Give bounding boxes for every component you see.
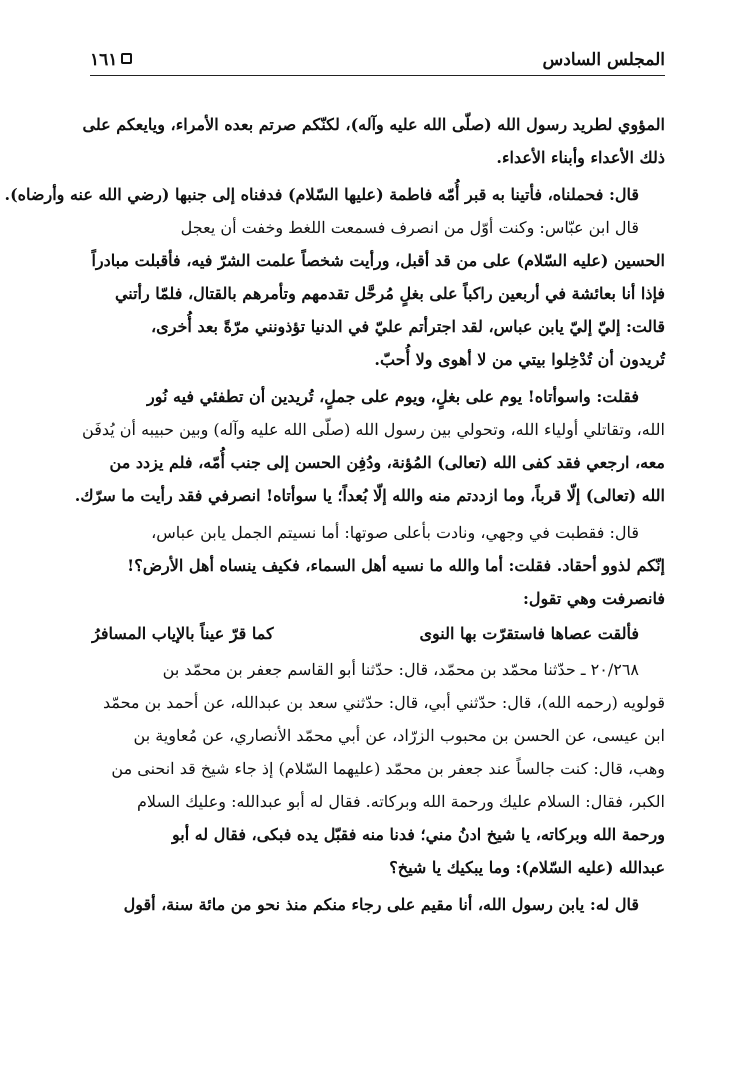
text-line: ورحمة الله وبركاته، يا شيخ ادنُ مني؛ فدنا منه فقبّل يده فبكى، فقال له أبو [171,825,665,844]
hadith-line: ٢٠/٢٦٨ ـ حدّثنا محمّد بن محمّد، قال: حدّثنا أبو القاسم جعفر بن محمّد بن [162,660,639,679]
text-line: قال: فقطبت في وجهي، ونادت بأعلى صوتها: أما نسيتم الجمل يابن عباس، [151,523,639,542]
text-line: إنّكم لذوو أحقاد. فقلت: أما والله ما نسيه أهل السماء، فكيف ينساه أهل الأرض؟! [127,556,665,575]
page-body [4,108,665,921]
text-line: تُريدون أن تُدْخِلوا بيتي من لا أهوى ولا أُحبّ. [374,350,665,369]
page-number-group [90,50,132,70]
text-line: فقلت: واسوأتاه! يوم على بغلٍ، ويوم على جملٍ، تُريدين أن تطفئي فيه نُور [146,387,639,406]
text-line: الكبر، فقال: السلام عليك ورحمة الله وبركاته. فقال له أبو عبدالله: وعليك السلام [137,792,665,811]
text-line: الله، وتقاتلي أولياء الله، وتحولي بين رسول الله (صلّى الله عليه وآله) وبين حبيبه أن يُدفَن [82,420,665,439]
text-line: الحسين (عليه السّلام) على من قد أقبل، ورأيت شخصاً علمت الشرّ فيه، فأقبلت مبادراً [91,251,665,270]
verse-first-hemistich: فألقت عصاها فاستقرّت بها النوى [419,624,639,643]
square-ornament-icon [121,53,132,64]
text-line: ذلك الأعداء وأبناء الأعداء. [496,148,665,167]
text-line: معه، ارجعي فقد كفى الله (تعالى) المُؤنة، ودُفِن الحسن إلى جنب أُمّه، فلم يزدد من [109,453,665,472]
text-line: الله (تعالى) إلّا قرباً، وما ازددتم منه والله إلّا بُعداً؛ يا سوأتاه! انصرفي فقد رأيت ما سرّك. [74,486,665,505]
text-line: قال ابن عبّاس: وكنت أوّل من انصرف فسمعت اللغط وخفت أن يعجل [180,218,639,237]
text-line: قال: فحملناه، فأتينا به قبر أُمّه فاطمة (عليها السّلام) فدفناه إلى جنبها (رضي الله عنه وأرضاه). [4,185,639,204]
text-line: قال له: يابن رسول الله، أنا مقيم على رجاء منكم منذ نحو من مائة سنة، أقول [123,895,639,914]
verse-second-hemistich: كما قرّ عيناً بالإياب المسافرُ [92,624,274,643]
text-line: قولويه (رحمه الله)، قال: حدّثني أبي، قال: حدّثني سعد بن عبدالله، عن أحمد بن محمّد [102,693,665,712]
text-line: وهب، قال: كنت جالساً عند جعفر بن محمّد (عليهما السّلام) إذ جاء شيخ قد انحنى من [111,759,665,778]
header-rule [90,75,665,76]
text-line: عبدالله (عليه السّلام): وما يبكيك يا شيخ؟ [389,858,665,877]
page-header [90,44,665,76]
running-title: المجلس السادس [542,50,665,70]
poem-verse [78,615,665,653]
text-line: فإذا أنا بعائشة في أربعين راكباً على بغلٍ مُرحَّل تقدمهم وتأمرهم بالقتال، فلمّا رأتني [114,284,665,303]
text-line: فانصرفت وهي تقول: [522,589,665,608]
text-line: المؤوي لطريد رسول الله (صلّى الله عليه وآله)، لكنّكم صرتم بعده الأمراء، ويايعكم على [82,115,665,134]
text-line: ابن عيسى، عن الحسن بن محبوب الزرّاد، عن أبي محمّد الأنصاري، عن مُعاوية بن [133,726,665,745]
page-number: ١٦١ [90,50,118,70]
text-line: قالت: إليّ إليّ يابن عباس، لقد اجترأتم عليّ في الدنيا تؤذونني مرّةً بعد أُخرى، [151,317,665,336]
